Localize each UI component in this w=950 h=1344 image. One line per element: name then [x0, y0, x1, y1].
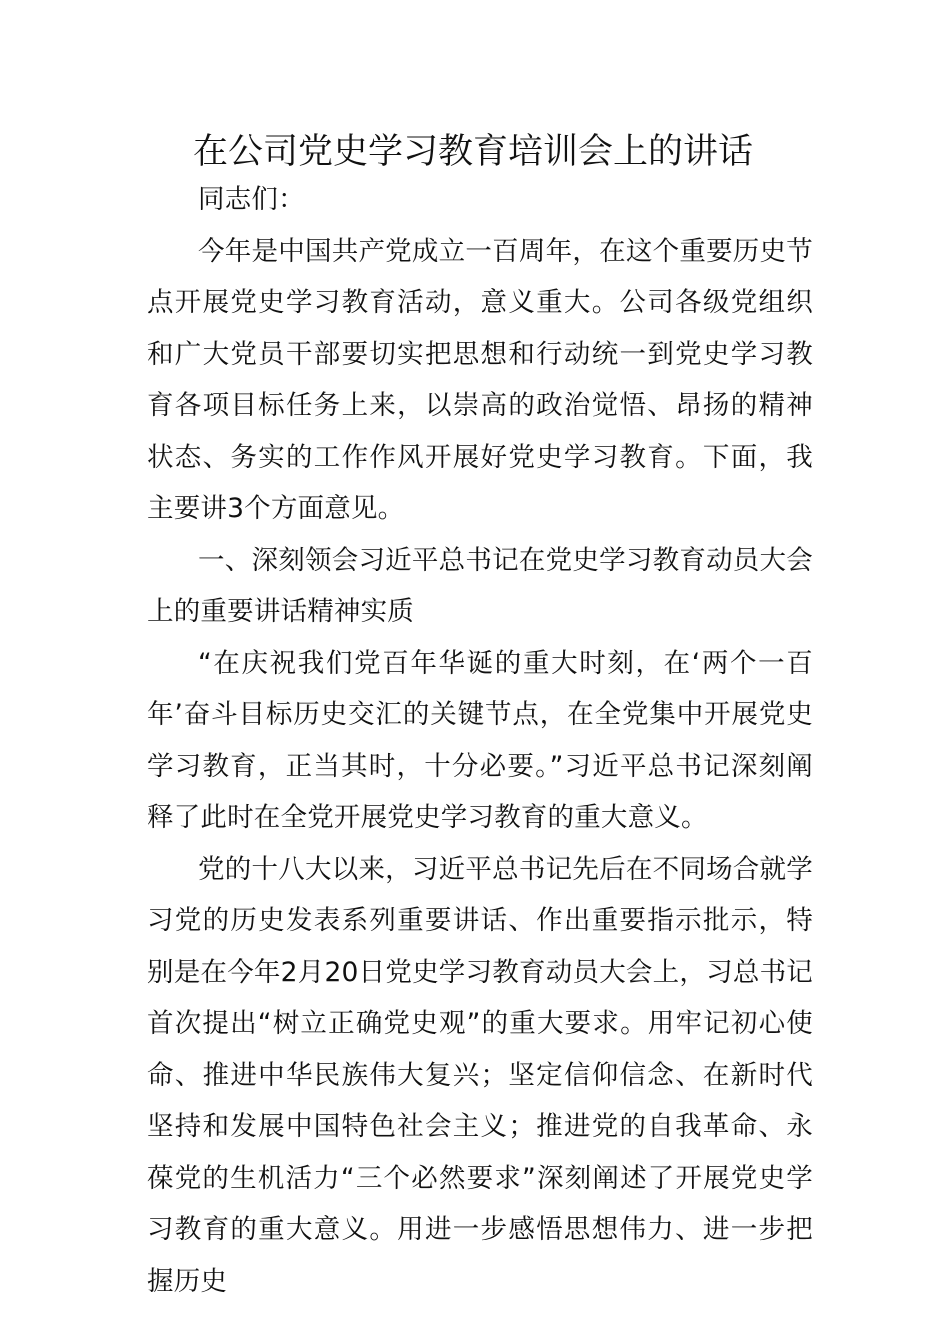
- paragraph: 党的十八大以来，习近平总书记先后在不同场合就学习党的历史发表系列重要讲话、作出重要指示批示，特别是在今年2月20日党史学习教育动员大会上，习总书记首次提出“树立正确党史观”的重大要求。用牢记初心使命、推进中华民族伟大复兴；坚定信仰信念、在新时代坚持和发展中国特色社会主义；推进党的自我革命、永葆党的生机活力“三个必然要求”深刻阐述了开展党史学习教育的重大意义。用进一步感悟思想伟力、进一步把握历史: [147, 853, 813, 1297]
- document-body: [147, 174, 813, 1307]
- section-heading: 一、深刻领会习近平总书记在党史学习教育动员大会上的重要讲话精神实质: [147, 544, 813, 627]
- document-title: 在公司党史学习教育培训会上的讲话: [193, 132, 754, 172]
- paragraph: “在庆祝我们党百年华诞的重大时刻，在‘两个一百年’奋斗目标历史交汇的关键节点，在全党集中开展党史学习教育，正当其时，十分必要。”习近平总书记深刻阐释了此时在全党开展党史学习教育的重大意义。: [147, 647, 813, 833]
- salutation: 同志们：: [198, 184, 305, 215]
- paragraph: 今年是中国共产党成立一百周年，在这个重要历史节点开展党史学习教育活动，意义重大。公司各级党组织和广大党员干部要切实把思想和行动统一到党史学习教育各项目标任务上来，以崇高的政治觉悟、昂扬的精神状态、务实的工作作风开展好党史学习教育。下面，我主要讲3个方面意见。: [147, 235, 813, 524]
